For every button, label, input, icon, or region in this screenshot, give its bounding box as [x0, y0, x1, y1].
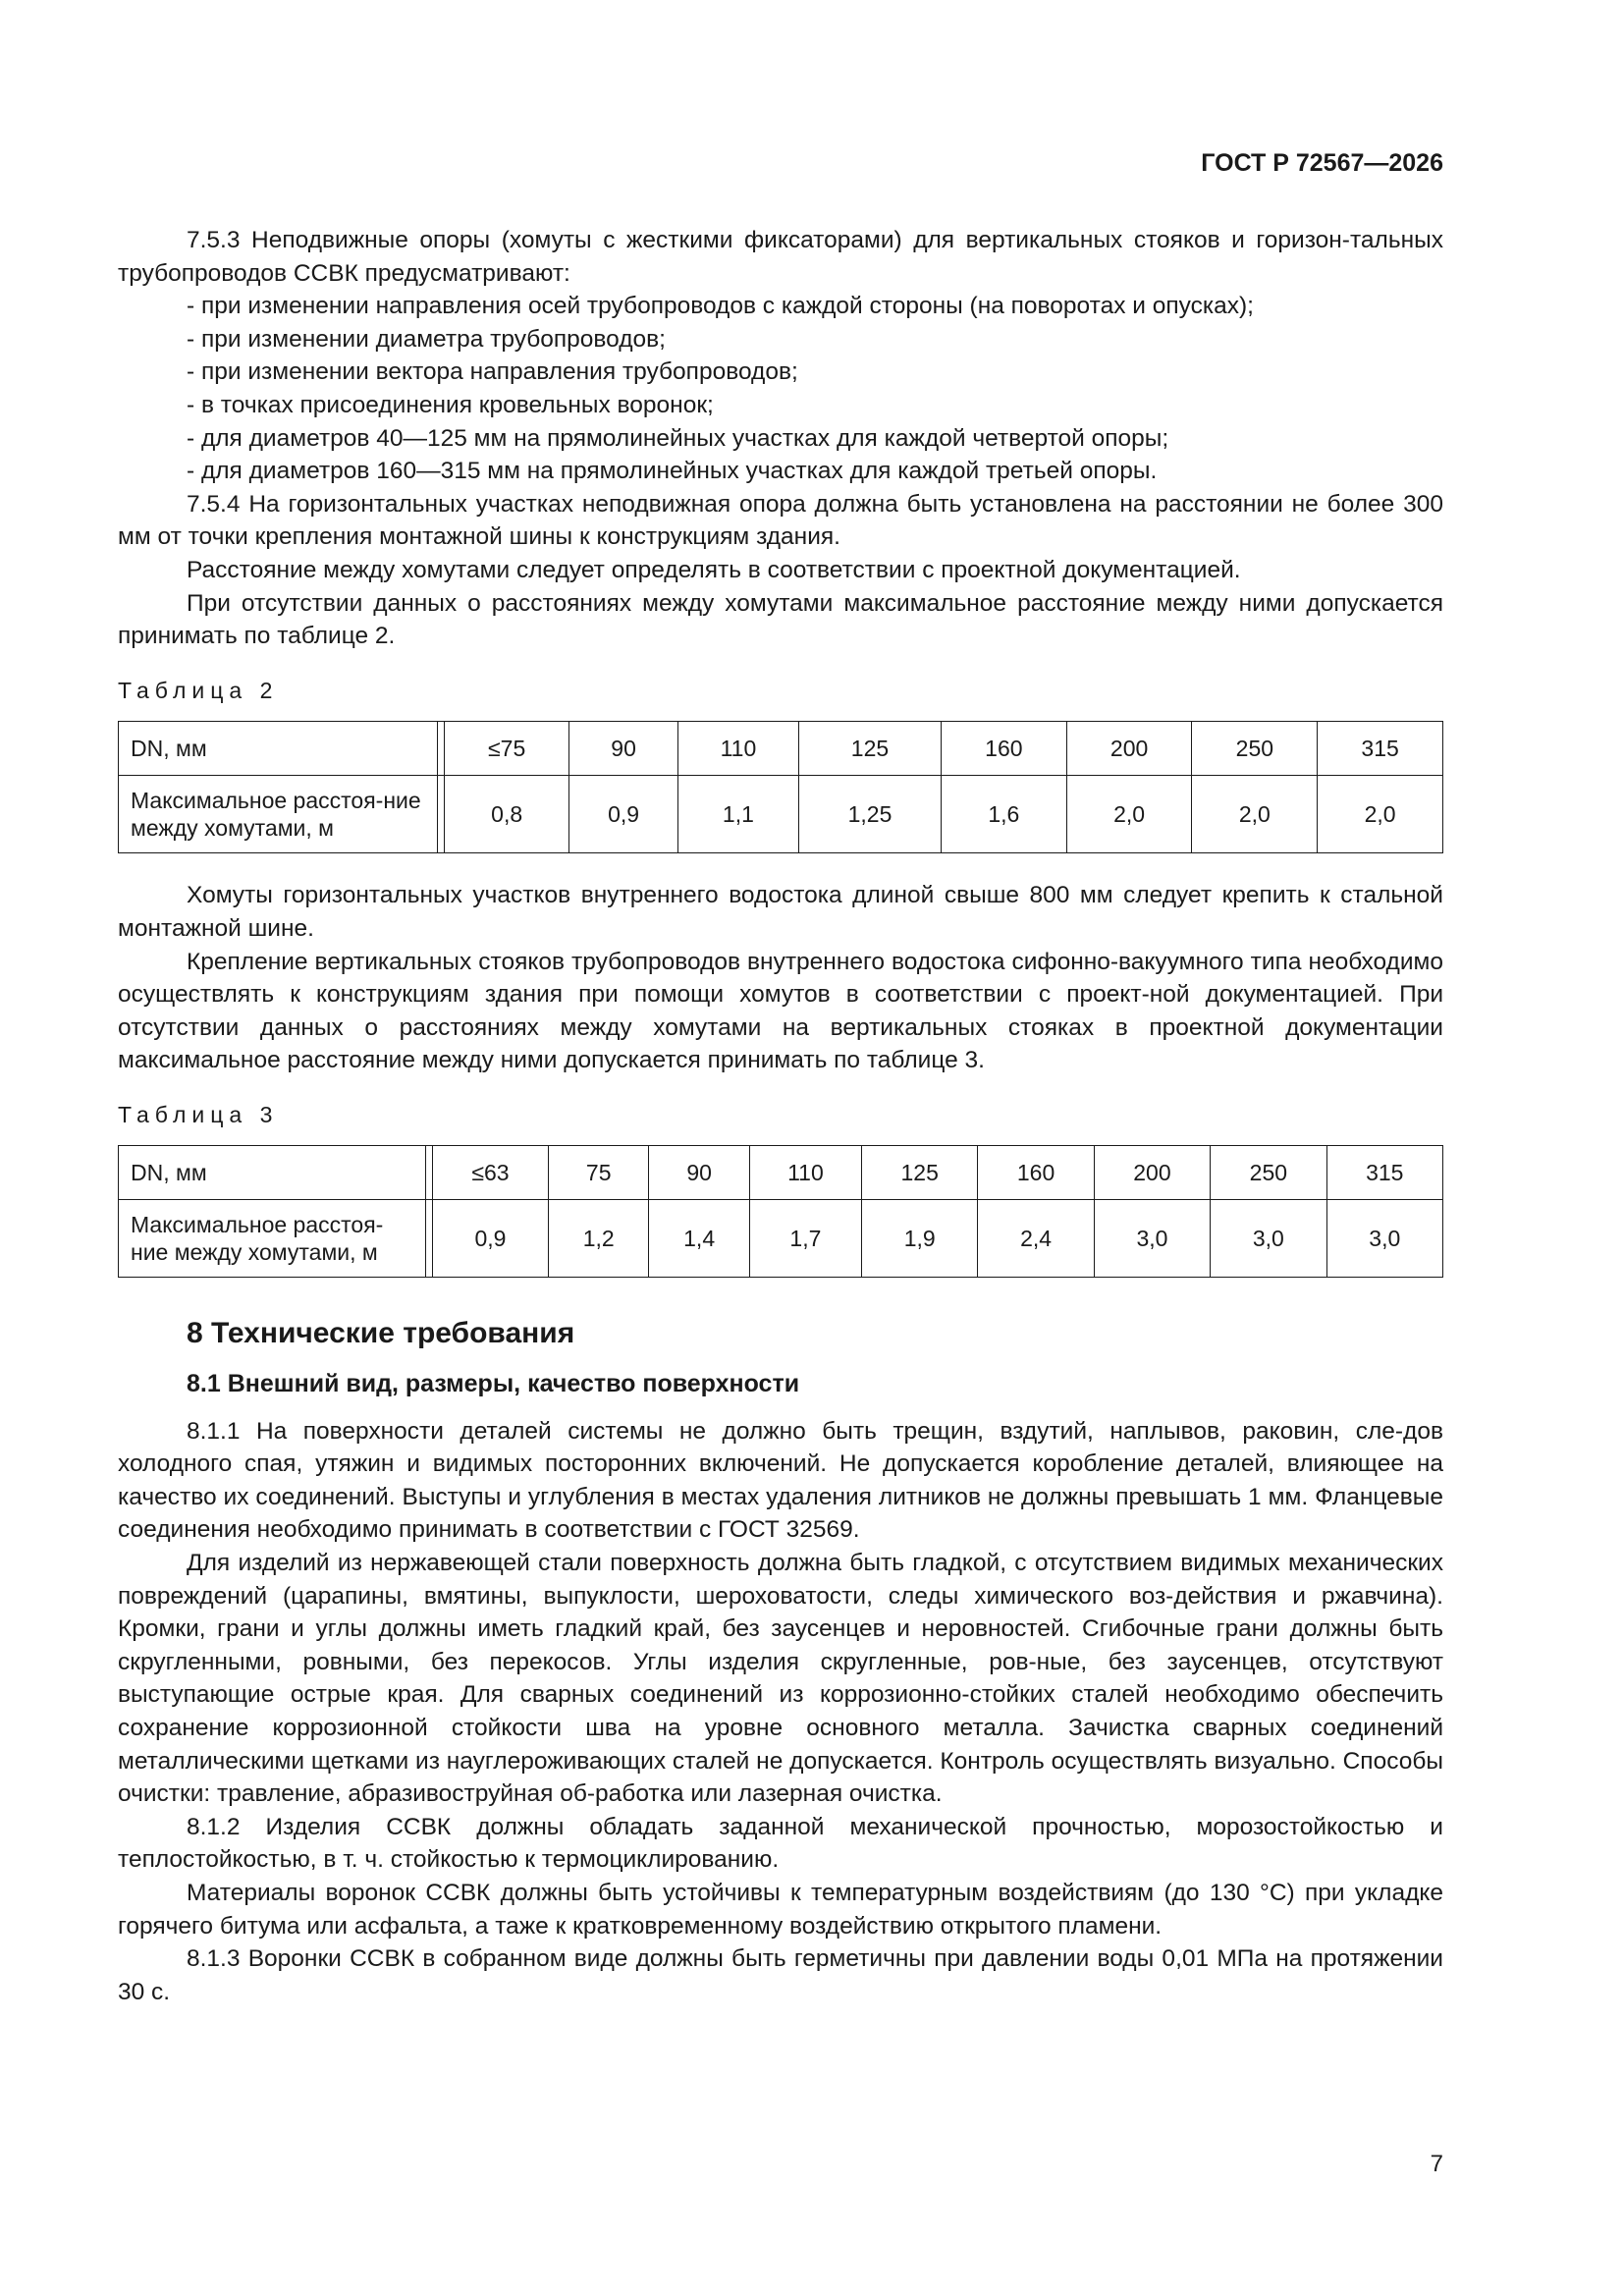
table3-cell-dn: 125: [861, 1146, 977, 1200]
table3-caption: Таблица 3: [118, 1101, 279, 1127]
table-3-row-dist: [119, 1200, 1443, 1278]
table3-cell-dn: 160: [978, 1146, 1094, 1200]
table3-cell-dn: 250: [1211, 1146, 1326, 1200]
table3-cell-dn: 90: [649, 1146, 749, 1200]
paragraph: 8.1.3 Воронки ССВК в собранном виде должны быть герметичны при давлении воды 0,01 МПа на протяжении 30 с.: [118, 1945, 1443, 2005]
table2-caption: Таблица 2: [118, 677, 279, 703]
table-3-gap: [426, 1146, 433, 1200]
paragraph: Материалы воронок ССВК должны быть устойчивы к температурным воздействиям (до 130 °С) при укладке горячего битума или асфальта, а таже к кратковременному воздействию открытого пламени.: [118, 1879, 1443, 1940]
table-3-gap: [426, 1200, 433, 1278]
table2-cell-dist: 0,8: [445, 776, 569, 853]
table3-cell-dist: 3,0: [1094, 1200, 1210, 1278]
list-item: - при изменении направления осей трубопроводов с каждой стороны (на поворотах и опусках);: [187, 293, 1254, 320]
table3-cell-dn: 200: [1094, 1146, 1210, 1200]
paragraphs-after: [118, 1415, 1443, 2009]
list-item: - в точках присоединения кровельных воронок;: [187, 391, 714, 418]
paragraph: Для изделий из нержавеющей стали поверхность должна быть гладкой, с отсутствием видимых механических повреждений (царапины, вмятины, выпуклости, шероховатости, следы химического воз-действия и ржавчина). Кромки, грани и углы должны иметь гладкий край, без заусенцев и неровностей. Сгибочные грани должны быть скругленными, ровными, без перекосов. Углы изделия скругленные, ров-ные, без заусенцев, отсутствуют выступающие острые края. Для сварных соединений из коррозионно-стойких сталей необходимо обеспечить сохранение коррозионной стойкости шва на уровне основного металла. Зачистка сварных соединений металлическими щетками из науглероживающих сталей не допускается. Контроль осуществлять визуально. Способы очистки: травление, абразивоструйная об-работка или лазерная очистка.: [118, 1550, 1443, 1808]
table-2-row-dn: [119, 722, 1443, 776]
paragraph: При отсутствии данных о расстояниях между хомутами максимальное расстояние между ними допускается принимать по таблице 2.: [118, 589, 1443, 650]
table2-cell-dn: 90: [569, 722, 678, 776]
table3-cell-dn: 110: [749, 1146, 861, 1200]
paragraph: Расстояние между хомутами следует определять в соответствии с проектной документацией.: [187, 556, 1241, 583]
table3-cell-dist: 1,2: [549, 1200, 649, 1278]
table3-cell-dn: 75: [549, 1146, 649, 1200]
table-3-row-dn: [119, 1146, 1443, 1200]
body-text: [118, 224, 1443, 2008]
subsection-heading: 8.1 Внешний вид, размеры, качество поверхности: [187, 1370, 800, 1398]
list-item: - для диаметров 160—315 мм на прямолинейных участках для каждой третьей опоры.: [187, 458, 1158, 485]
paragraph: Крепление вертикальных стояков трубопроводов внутреннего водостока сифонно-вакуумного типа необходимо осуществлять к конструкциям здания при помощи хомутов в соответствии с проект-ной документацией. При отсутствии данных о расстояниях между хомутами на вертикальных стояках в проектной документации максимальное расстояние между ними допускается принимать по таблице 3.: [118, 948, 1443, 1074]
paragraph: 8.1.2 Изделия ССВК должны обладать заданной механической прочностью, морозостойкостью и теплостойкостью, в т. ч. стойкостью к термоциклированию.: [118, 1813, 1443, 1874]
table2-cell-dist: 0,9: [569, 776, 678, 853]
paragraph: 7.5.3 Неподвижные опоры (хомуты с жесткими фиксаторами) для вертикальных стояков и горизон-тальных трубопроводов ССВК предусматривают:: [118, 227, 1443, 287]
table-2-gap: [438, 776, 445, 853]
table3-cell-dn: ≤63: [433, 1146, 549, 1200]
table-3-row2-label: Максимальное расстоя-ние между хомутами, м: [119, 1200, 426, 1278]
table2-cell-dn: 160: [941, 722, 1066, 776]
paragraph: 8.1.1 На поверхности деталей системы не должно быть трещин, вздутий, наплывов, раковин, сле-дов холодного спая, утяжин и видимых посторонних включений. Не допускается коробление деталей, влияющее на качество их соединений. Выступы и углубления в местах удаления литников не должны превышать 1 мм. Фланцевые соединения необходимо принимать в соответствии с ГОСТ 32569.: [118, 1417, 1443, 1544]
table2-cell-dist: 2,0: [1066, 776, 1192, 853]
table3-cell-dist: 3,0: [1326, 1200, 1442, 1278]
table2-cell-dist: 1,1: [677, 776, 798, 853]
paragraphs-middle: [118, 879, 1443, 1077]
section-heading: 8 Технические требования: [187, 1317, 575, 1350]
table3-cell-dist: 3,0: [1211, 1200, 1326, 1278]
table2-cell-dist: 1,25: [799, 776, 942, 853]
table2-cell-dn: 110: [677, 722, 798, 776]
paragraph: Хомуты горизонтальных участков внутреннего водостока длиной свыше 800 мм следует крепить к стальной монтажной шине.: [118, 882, 1443, 942]
table3-cell-dist: 2,4: [978, 1200, 1094, 1278]
document-header: ГОСТ Р 72567—2026: [1201, 149, 1443, 177]
list-item: - при изменении диаметра трубопроводов;: [187, 325, 666, 353]
page-number: 7: [1430, 2151, 1443, 2177]
list-item: - при изменении вектора направления трубопроводов;: [187, 358, 798, 386]
table-2-gap: [438, 722, 445, 776]
table2-cell-dn: 200: [1066, 722, 1192, 776]
table-2-row1-label: DN, мм: [119, 722, 438, 776]
table2-cell-dist: 2,0: [1318, 776, 1443, 853]
table-3: [118, 1145, 1443, 1278]
table2-cell-dn: 125: [799, 722, 942, 776]
table3-cell-dist: 0,9: [433, 1200, 549, 1278]
paragraph: 7.5.4 На горизонтальных участках неподвижная опора должна быть установлена на расстоянии не более 300 мм от точки крепления монтажной шины к конструкциям здания.: [118, 490, 1443, 551]
table2-cell-dn: 315: [1318, 722, 1443, 776]
table-2-row-dist: [119, 776, 1443, 853]
table3-cell-dist: 1,9: [861, 1200, 977, 1278]
table-3-row1-label: DN, мм: [119, 1146, 426, 1200]
table3-cell-dist: 1,7: [749, 1200, 861, 1278]
table-2: [118, 721, 1443, 853]
paragraphs-before: [118, 224, 1443, 653]
table2-cell-dn: ≤75: [445, 722, 569, 776]
table3-cell-dist: 1,4: [649, 1200, 749, 1278]
table2-cell-dn: 250: [1192, 722, 1318, 776]
table-2-row2-label: Максимальное расстоя-ние между хомутами, м: [119, 776, 438, 853]
table2-cell-dist: 2,0: [1192, 776, 1318, 853]
list-item: - для диаметров 40—125 мм на прямолинейных участках для каждой четвертой опоры;: [187, 424, 1169, 452]
table3-cell-dn: 315: [1326, 1146, 1442, 1200]
table2-cell-dist: 1,6: [941, 776, 1066, 853]
